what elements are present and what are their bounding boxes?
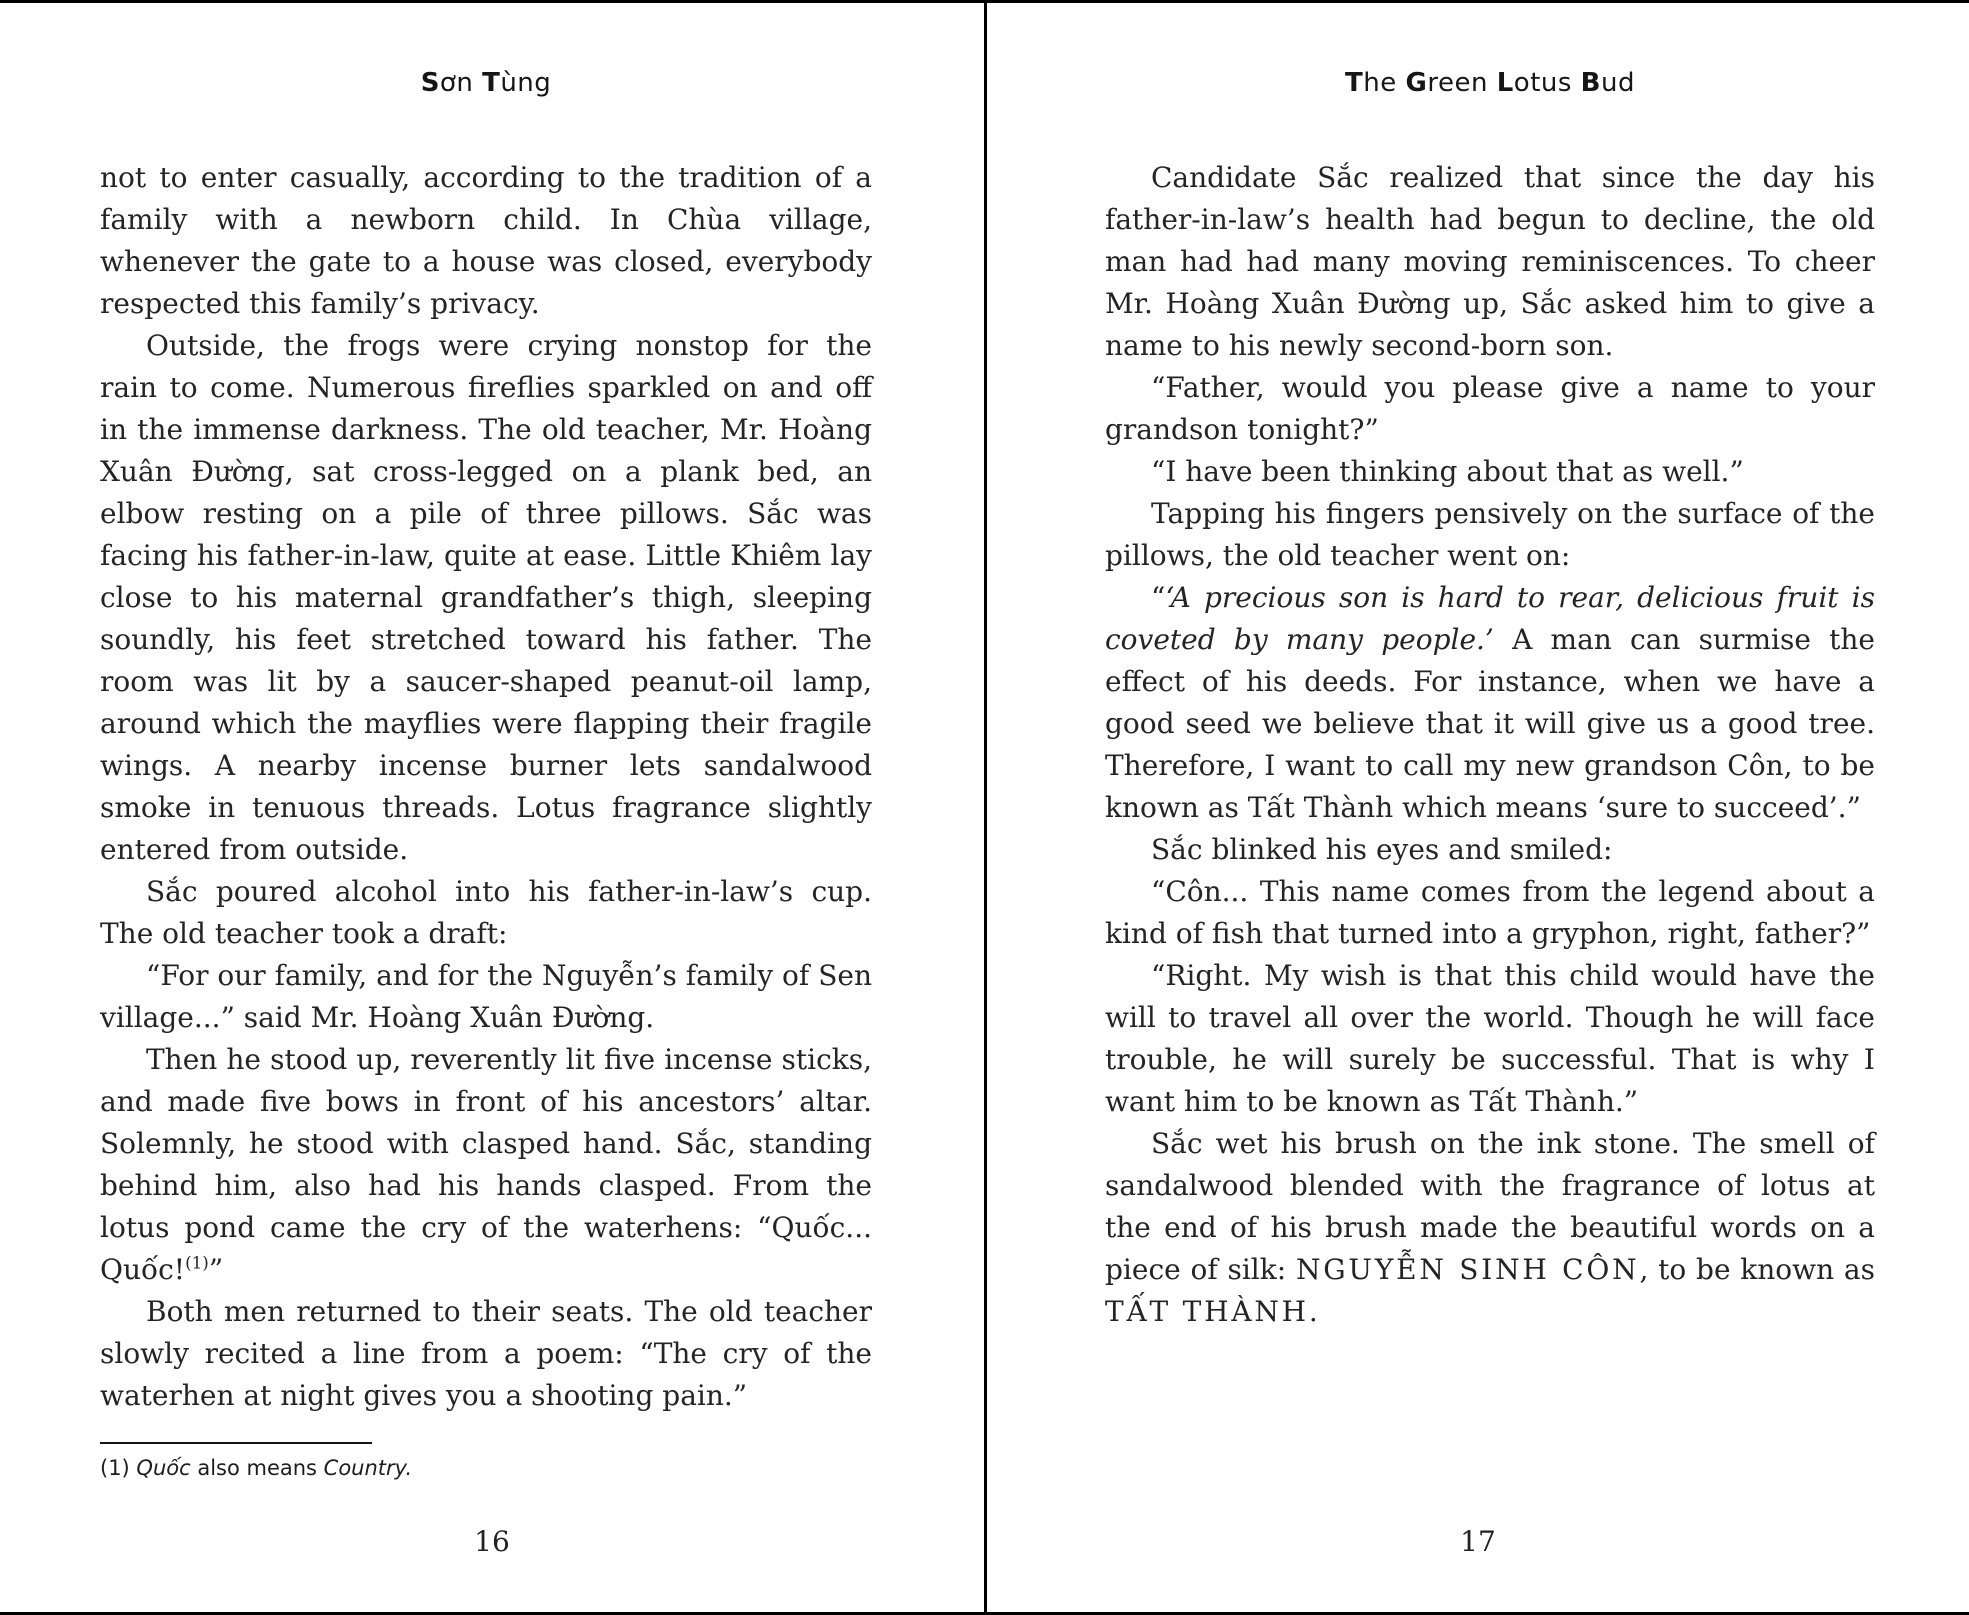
paragraph: [100, 325, 872, 871]
paragraph: [1105, 955, 1875, 1123]
text-run: ”: [208, 1253, 224, 1286]
text-run: A man can surmise the effect of his deeds. For instance, when we have a good seed we believe that it will give us a good tree. Therefore, I want to call my new grandson Côn, to be known as Tất Thành which means ‘sure to succeed’.”: [1105, 623, 1875, 824]
text-run: “Right. My wish is that this child would have the will to travel all over the world. Though he will face trouble, he will surely be successful. That is why I want him to be known as Tất Thành.”: [1105, 959, 1875, 1118]
paragraph: [1105, 871, 1875, 955]
text-run: T: [482, 68, 501, 98]
paragraph: [1105, 367, 1875, 451]
footnote: [100, 1442, 872, 1482]
text-run: Quốc: [136, 1456, 191, 1480]
text-run: “Father, would you please give a name to your grandson tonight?”: [1105, 371, 1875, 446]
text-run: “I have been thinking about that as well.”: [1151, 455, 1744, 488]
page-left: [0, 3, 984, 1612]
text-run: Sắc blinked his eyes and smiled:: [1151, 833, 1613, 866]
text-run: G: [1405, 68, 1428, 98]
text-run: Candidate Sắc realized that since the day his father-in-law’s health had begun to decline, the old man had had many moving reminiscences. To cheer Mr. Hoàng Xuân Đường up, Sắc asked him to give a name to his newly second-born son.: [1105, 161, 1875, 362]
page-right: [987, 3, 1969, 1612]
paragraph: [1105, 451, 1875, 493]
paragraph: [100, 1039, 872, 1291]
paragraph: [100, 1291, 872, 1417]
paragraph: [1105, 493, 1875, 577]
text-run: T: [1345, 68, 1364, 98]
text-run: not to enter casually, according to the tradition of a family with a newborn child. In Chùa village, whenever the gate to a house was closed, everybody respected this family’s privacy.: [100, 161, 872, 320]
paragraph: [100, 955, 872, 1039]
paragraph: [1105, 157, 1875, 367]
text-run: ‘A precious son is hard to rear, delicious fruit is coveted by many people.’: [1105, 581, 1875, 656]
running-header-right: [1105, 67, 1875, 99]
text-run: he: [1363, 68, 1406, 98]
text-run: ud: [1601, 68, 1635, 98]
page-body-left: [100, 157, 872, 1417]
text-run: (1): [100, 1456, 137, 1480]
text-run: Tapping his fingers pensively on the surface of the pillows, the old teacher went on:: [1105, 497, 1875, 572]
page-number-left: 16: [474, 1525, 510, 1558]
text-run: “Côn... This name comes from the legend about a kind of fish that turned into a gryphon, right, father?”: [1105, 875, 1875, 950]
text-run: reen: [1427, 68, 1497, 98]
text-run: B: [1580, 68, 1601, 98]
text-run: , to be known as: [1639, 1253, 1875, 1286]
text-run: Outside, the frogs were crying nonstop for the rain to come. Numerous fireflies sparkled on and off in the immense darkness. The old teacher, Mr. Hoàng Xuân Đường, sat cross-legged on a plank bed, an elbow resting on a pile of three pillows. Sắc was facing his father-in-law, quite at ease. Little Khiêm lay close to his maternal grandfather’s thigh, sleeping soundly, his feet stretched toward his father. The room was lit by a saucer-shaped peanut-oil lamp, around which the mayflies were flapping their fragile wings. A nearby incense burner lets sandalwood smoke in tenuous threads. Lotus fragrance slightly entered from outside.: [100, 329, 872, 866]
paragraph: [100, 157, 872, 325]
page-body-right: [1105, 157, 1875, 1333]
text-run: (1): [185, 1252, 209, 1273]
text-run: “: [1151, 581, 1166, 614]
text-run: Country.: [323, 1456, 413, 1480]
text-run: S: [420, 68, 440, 98]
paragraph: [100, 871, 872, 955]
text-run: TẤT THÀNH.: [1105, 1295, 1321, 1328]
page-number-right: 17: [1460, 1525, 1496, 1558]
text-run: NGUYỄN SINH CÔN: [1295, 1253, 1640, 1286]
paragraph: [1105, 577, 1875, 829]
text-run: ùng: [500, 68, 552, 98]
text-run: otus: [1513, 68, 1581, 98]
paragraph: [1105, 829, 1875, 871]
text-run: Sắc wet his brush on the ink stone. The smell of sandalwood blended with the fragrance of lotus at the end of his brush made the beautiful words on a piece of silk:: [1105, 1127, 1875, 1286]
footnote-text: [100, 1454, 872, 1482]
text-run: Then he stood up, reverently lit five incense sticks, and made five bows in front of his ancestors’ altar. Solemnly, he stood with clasped hand. Sắc, standing behind him, also had his hands clasped. From the lotus pond came the cry of the waterhens: “Quốc... Quốc!: [100, 1043, 872, 1286]
text-run: L: [1496, 68, 1514, 98]
text-run: Sắc poured alcohol into his father-in-law’s cup. The old teacher took a draft:: [100, 875, 872, 950]
footnote-rule: [100, 1442, 372, 1444]
text-run: “For our family, and for the Nguyễn’s family of Sen village...” said Mr. Hoàng Xuân Đường.: [100, 959, 872, 1034]
text-run: Both men returned to their seats. The old teacher slowly recited a line from a poem: “The cry of the waterhen at night gives you a shooting pain.”: [100, 1295, 872, 1412]
text-run: also means: [190, 1456, 324, 1480]
paragraph: [1105, 1123, 1875, 1333]
running-header-left: [100, 67, 872, 99]
text-run: ơn: [439, 68, 483, 98]
